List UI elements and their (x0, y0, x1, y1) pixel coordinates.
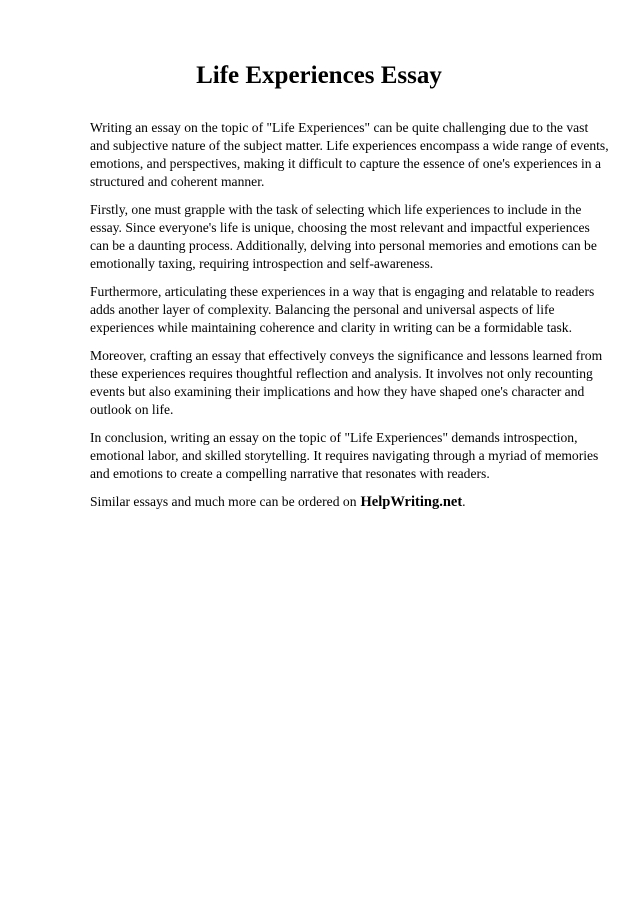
document-title: Life Experiences Essay (196, 62, 442, 89)
paragraph-4: Moreover, crafting an essay that effectively conveys the significance and lessons learned from these experiences requires thoughtful reflection and analysis. It involves not only recounting events but also examining their implications and how they have shaped one's character and outlook on life. (90, 348, 603, 417)
paragraph-3: Furthermore, articulating these experiences in a way that is engaging and relatable to readers adds another layer of complexity. Balancing the personal and universal aspects of life experiences while maintaining coherence and clarity in writing can be a formidable task. (90, 284, 595, 335)
paragraph-5: In conclusion, writing an essay on the topic of "Life Experiences" demands introspection, emotional labor, and skilled storytelling. It requires navigating through a myriad of memories and emotions to create a compelling narrative that resonates with readers. (90, 430, 599, 481)
paragraph-2: Firstly, one must grapple with the task of selecting which life experiences to include in the essay. Since everyone's life is unique, choosing the most relevant and impactful experiences can be a daunting process. Additionally, delving into personal memories and emotions can be emotionally taxing, requiring introspection and self-awareness. (90, 202, 597, 271)
order-note-end: . (462, 494, 466, 509)
paragraph-1: Writing an essay on the topic of "Life Experiences" can be quite challenging due to the vast and subjective nature of the subject matter. Life experiences encompass a wide range of events, emotions, and perspectives, making it difficult to capture the essence of one's experiences in a structured and coherent manner. (90, 120, 609, 189)
order-note (90, 493, 610, 511)
document-body (90, 119, 610, 511)
brand-link[interactable]: HelpWriting.net (360, 494, 463, 510)
order-note-text: Similar essays and much more can be ordered on (90, 494, 357, 509)
